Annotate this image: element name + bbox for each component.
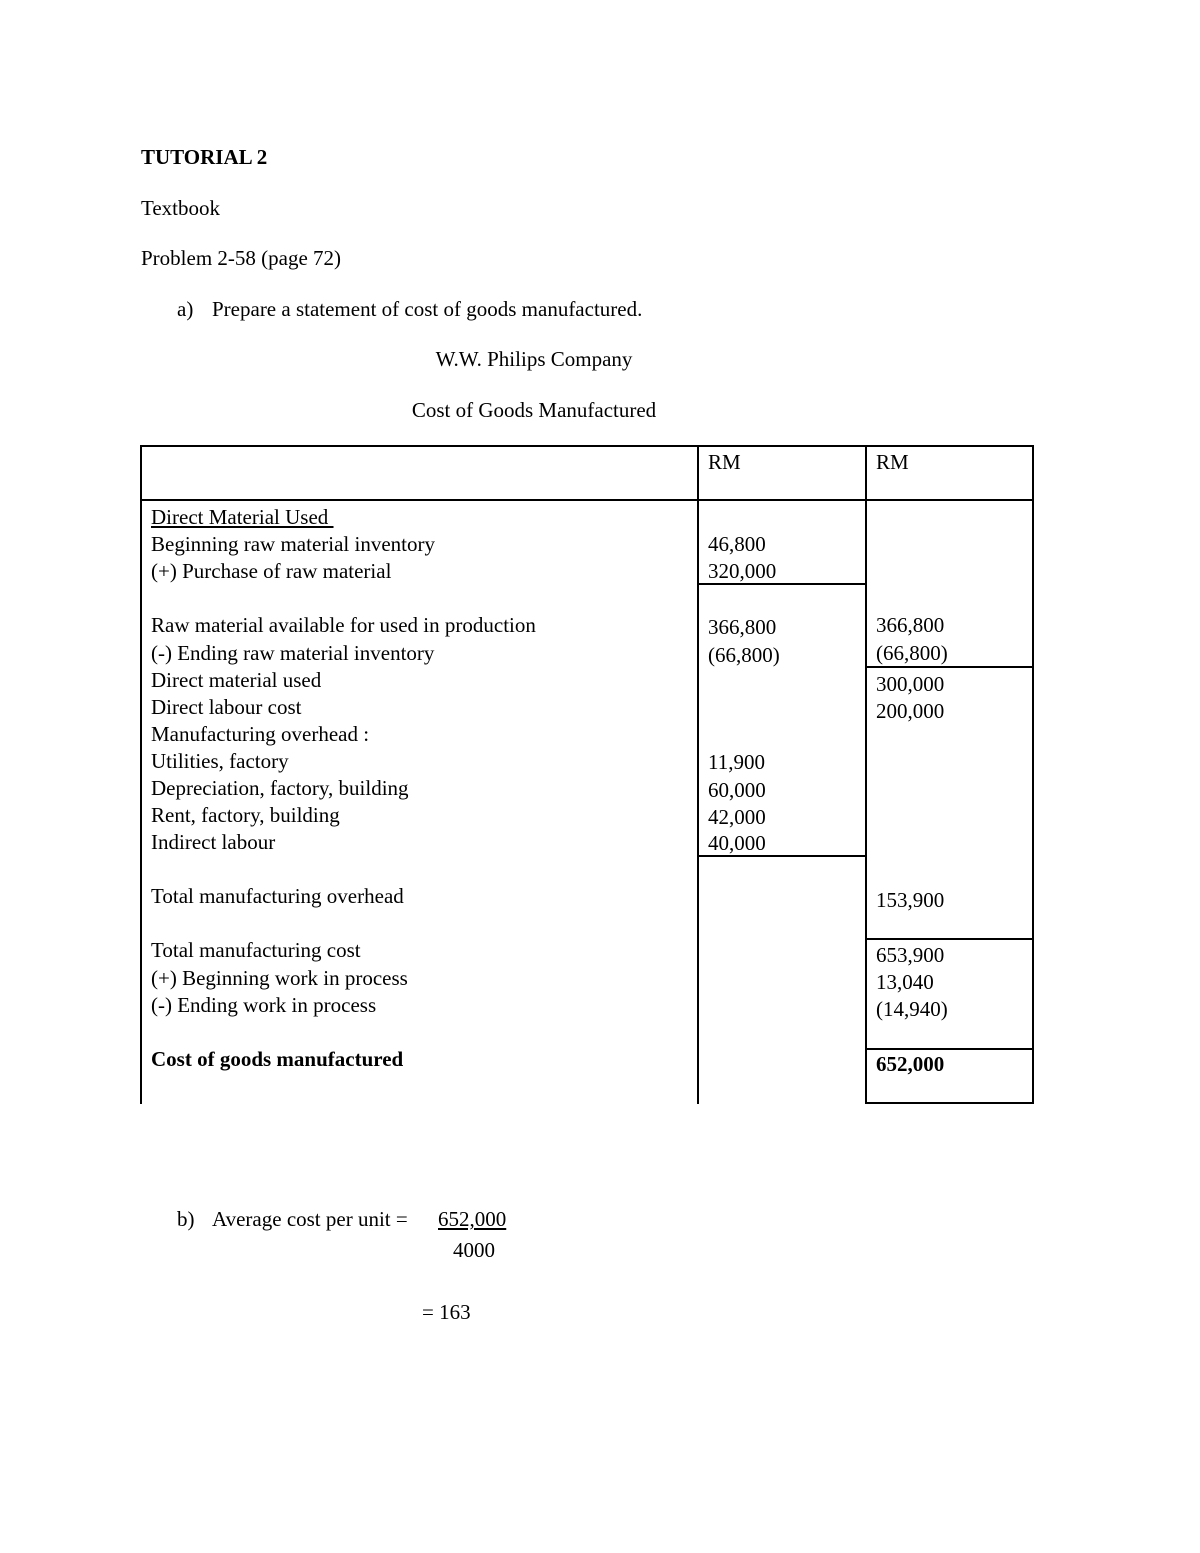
document-title: TUTORIAL 2 <box>141 145 268 169</box>
row-label: Depreciation, factory, building <box>151 776 409 800</box>
col2-value: 153,900 <box>876 888 945 912</box>
row-label: (-) Ending work in process <box>151 993 377 1017</box>
col2-value-total: 652,000 <box>876 1052 945 1076</box>
column-divider-2 <box>865 445 867 1104</box>
row-label: Beginning raw material inventory <box>151 532 436 556</box>
row-label: (+) Beginning work in process <box>151 966 408 990</box>
row-label: (-) Ending raw material inventory <box>151 641 435 665</box>
col2-value: 13,040 <box>876 970 934 994</box>
col1-value: 320,000 <box>708 559 777 583</box>
col2-subtotal-rule-3 <box>865 1048 1034 1050</box>
row-label-total: Cost of goods manufactured <box>151 1047 404 1071</box>
col1-value: (66,800) <box>708 643 780 667</box>
column-header-rm-1: RM <box>708 450 741 474</box>
column-header-rm-2: RM <box>876 450 909 474</box>
col2-value: (66,800) <box>876 641 948 665</box>
part-b-label: Average cost per unit = <box>212 1207 408 1231</box>
row-label: Rent, factory, building <box>151 803 340 827</box>
col1-value: 46,800 <box>708 532 766 556</box>
col1-value: 11,900 <box>708 750 765 774</box>
part-b-denominator: 4000 <box>453 1238 495 1262</box>
col2-value: 366,800 <box>876 613 945 637</box>
header-divider <box>140 499 1034 501</box>
col1-value: 366,800 <box>708 615 777 639</box>
col2-value: (14,940) <box>876 997 948 1021</box>
textbook-label: Textbook <box>141 196 221 220</box>
col2-bottom-rule <box>865 1102 1034 1104</box>
col2-value: 653,900 <box>876 943 945 967</box>
col1-value: 60,000 <box>708 778 766 802</box>
company-name: W.W. Philips Company <box>435 347 633 371</box>
row-label: Direct labour cost <box>151 695 302 719</box>
part-a-marker: a) <box>177 297 194 321</box>
problem-reference: Problem 2-58 (page 72) <box>141 246 342 270</box>
part-b-result: = 163 <box>422 1300 471 1324</box>
row-label: Total manufacturing cost <box>151 938 361 962</box>
table-border-right <box>1032 445 1034 1104</box>
row-label: Direct material used <box>151 668 322 692</box>
part-a-text: Prepare a statement of cost of goods manufactured. <box>212 297 643 321</box>
row-label: Total manufacturing overhead <box>151 884 404 908</box>
part-b-marker: b) <box>177 1207 195 1231</box>
col1-subtotal-rule-2 <box>697 855 867 857</box>
row-label: Utilities, factory <box>151 749 289 773</box>
col2-value: 200,000 <box>876 699 945 723</box>
row-label: Manufacturing overhead : <box>151 722 370 746</box>
table-border-left <box>140 445 142 1104</box>
col1-value: 40,000 <box>708 831 766 855</box>
row-label: Raw material available for used in production <box>151 613 536 637</box>
row-label: (+) Purchase of raw material <box>151 559 392 583</box>
statement-title: Cost of Goods Manufactured <box>411 398 657 422</box>
col2-value: 300,000 <box>876 672 945 696</box>
column-divider-1 <box>697 445 699 1104</box>
col1-subtotal-rule-1 <box>697 583 867 585</box>
row-label: Direct Material Used <box>151 505 334 529</box>
table-border-top <box>140 445 1034 447</box>
row-label: Indirect labour <box>151 830 276 854</box>
col2-subtotal-rule-1 <box>865 666 1034 668</box>
col1-value: 42,000 <box>708 805 766 829</box>
col2-subtotal-rule-2 <box>865 938 1034 940</box>
part-b-numerator: 652,000 <box>438 1207 507 1231</box>
